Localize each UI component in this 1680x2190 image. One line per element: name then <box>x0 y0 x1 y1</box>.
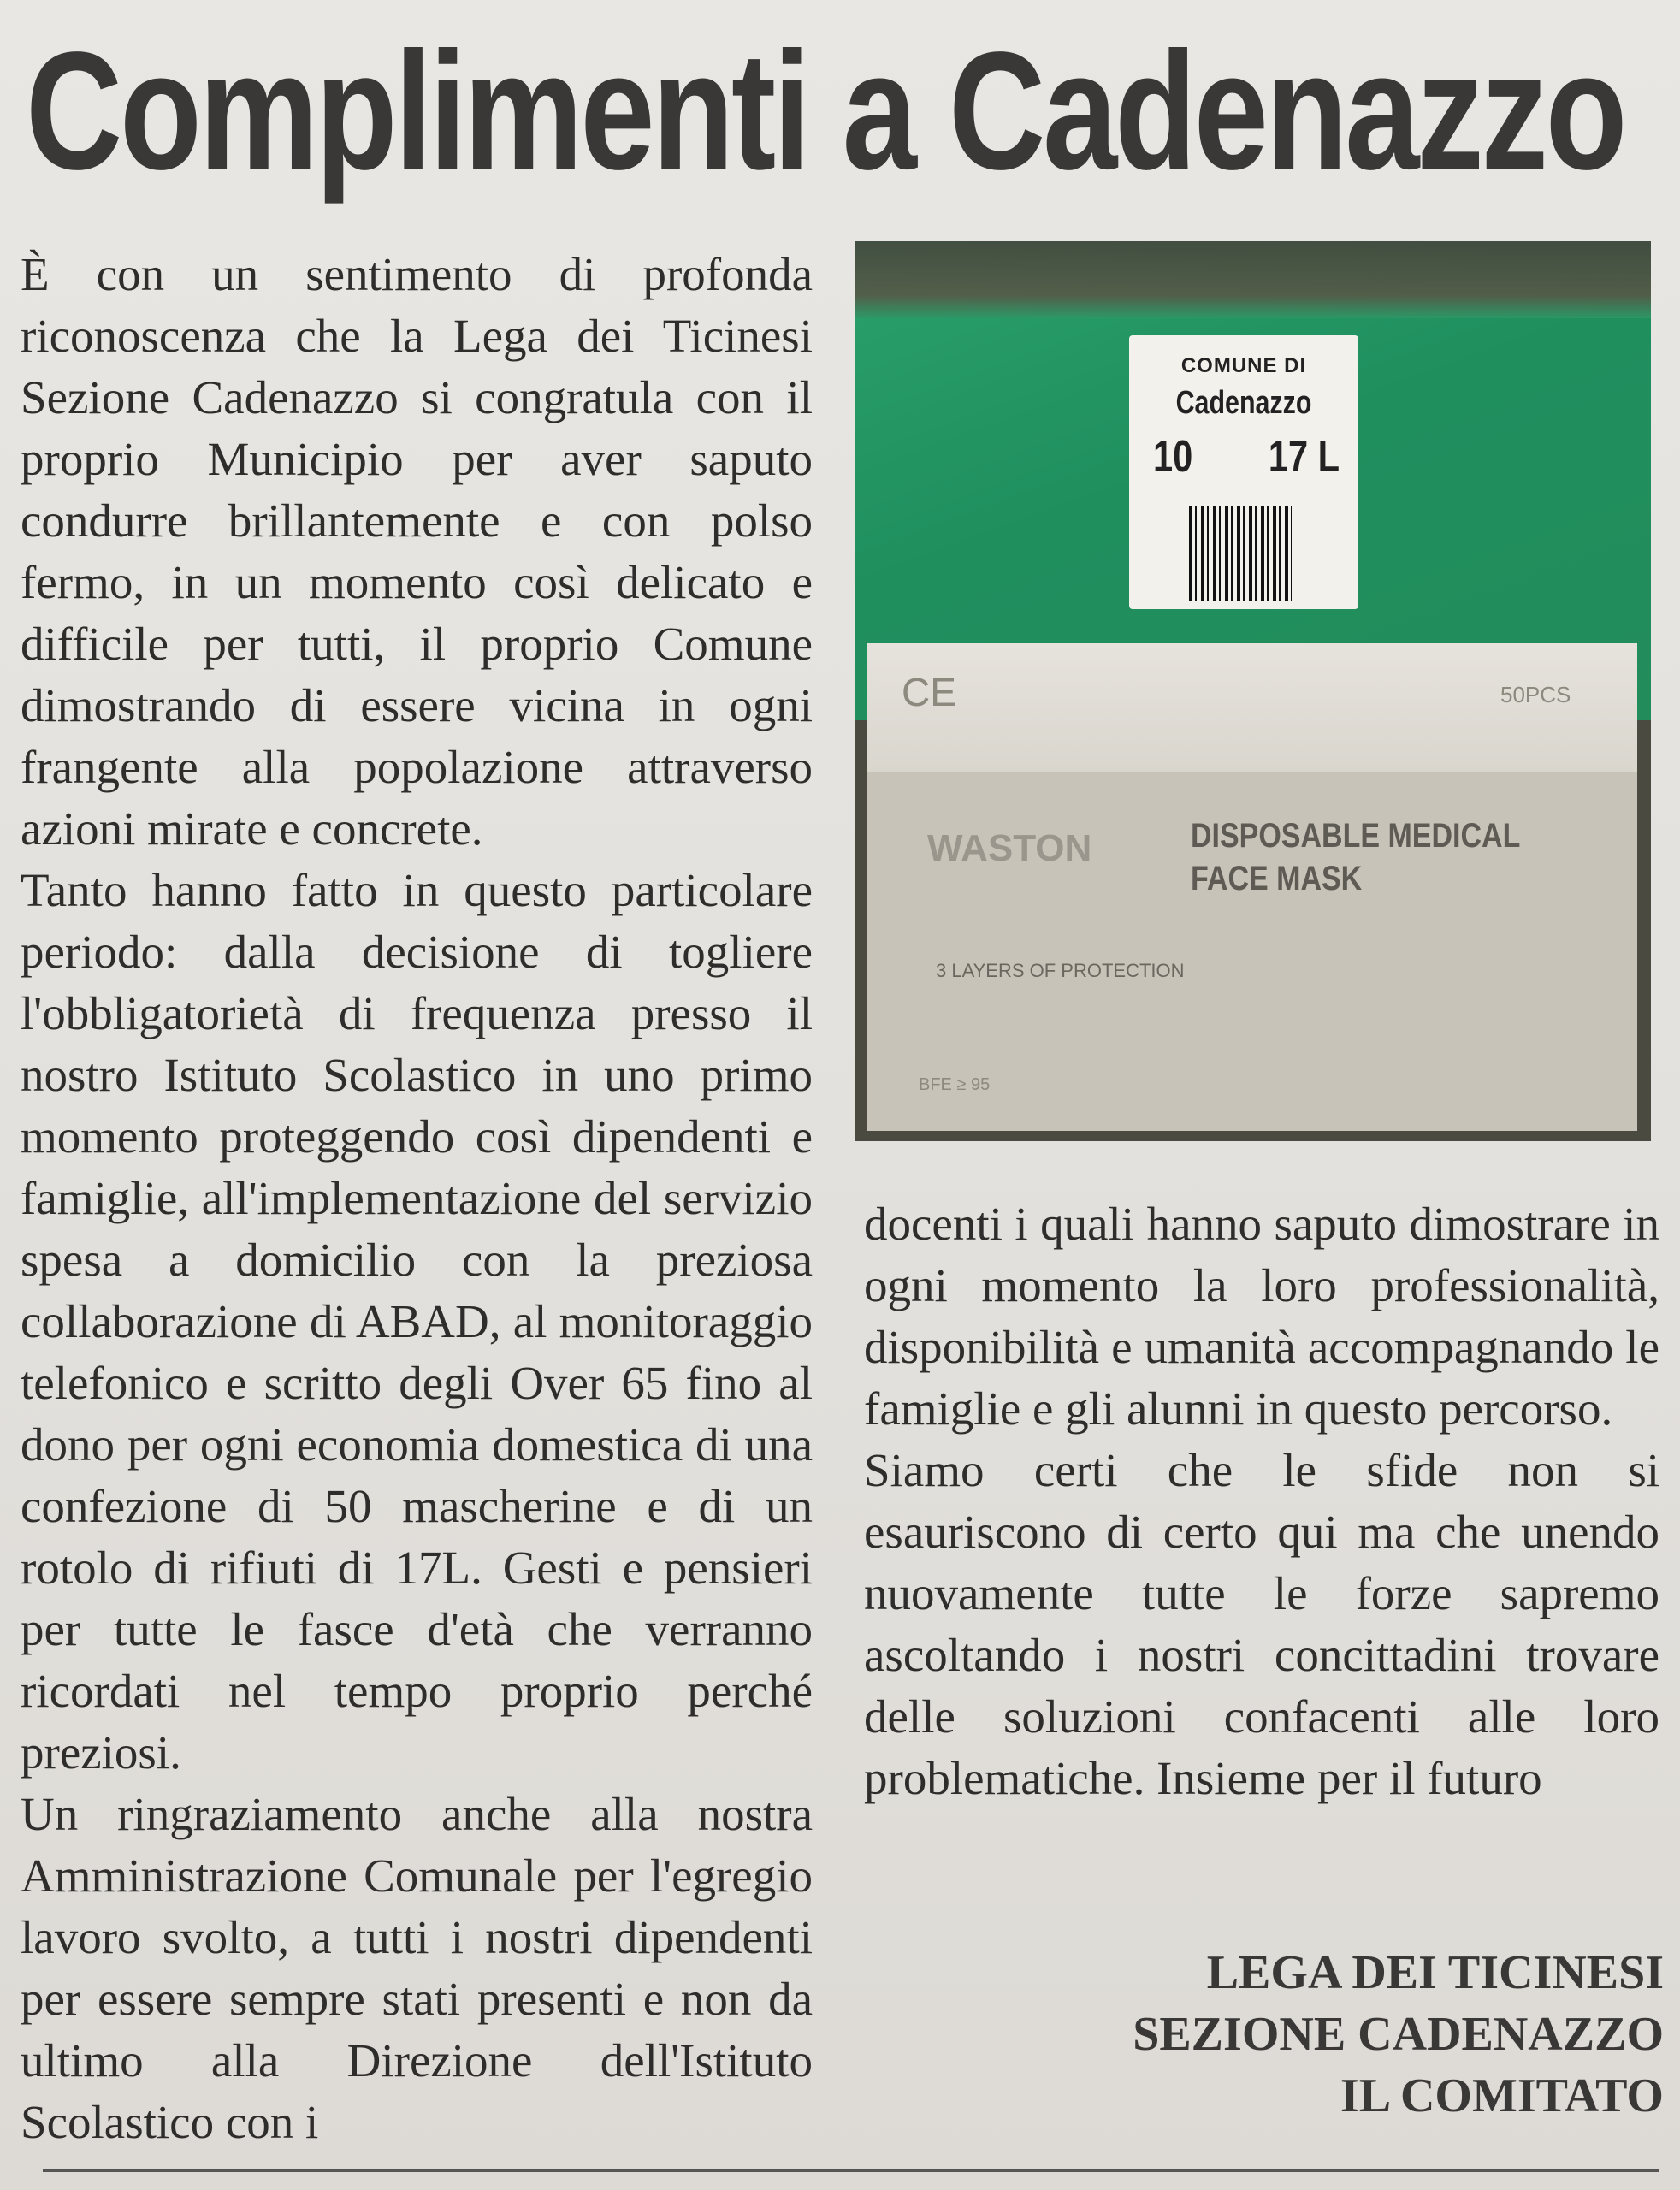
article-column-left <box>21 244 813 2152</box>
box-product-name <box>1191 814 1520 900</box>
article-paragraph: Un ringraziamento anche alla nostra Amministrazione Comunale per l'egregio lavoro svolto, a tutti i nostri dipendenti per essere sempre stati presenti e non da ultimo alla Direzione dell'Istituto Scolastico con i <box>21 1788 813 2148</box>
barcode-icon <box>1189 506 1292 601</box>
ce-mark: CE <box>902 670 956 714</box>
box-product-line1: DISPOSABLE MEDICAL <box>1191 817 1521 855</box>
signature-line: IL COMITATO <box>1340 2069 1664 2122</box>
article-column-right <box>864 1193 1659 1955</box>
box-top <box>867 643 1637 772</box>
box-piece-count: 50PCS <box>1500 682 1571 707</box>
municipal-bag-label <box>1129 335 1358 609</box>
article-paragraph: Tanto hanno fatto in questo particolare periodo: dalla decisione di togliere l'obbligatorietà di frequenza presso il nostro Istituto Scolastico in uno primo momento proteggendo così dipendenti e famiglie, all'implementazione del servizio spesa a domicilio con la preziosa collaborazione di ABAD, al monitoraggio telefonico e scritto degli Over 65 fino al dono per ogni economia domestica di una confezione di 50 mascherine e di un rotolo di rifiuti di 17L. Gesti e pensieri per tutte le fasce d'età che verranno ricordati nel tempo proprio perché preziosi. <box>21 864 813 1779</box>
article-paragraph: È con un sentimento di profonda riconoscenza che la Lega dei Ticinesi Sezione Cadenazzo si congratula con il proprio Municipio per aver saputo condurre brillantemente e con polso fermo, in un momento così delicato e difficile per tutti, il proprio Comune dimostrando di essere vicina in ogni frangente alla popolazione attraverso azioni mirate e concrete. <box>21 248 813 855</box>
box-product-line2: FACE MASK <box>1191 860 1363 897</box>
label-volume: 17 L <box>1268 432 1340 482</box>
label-count: 10 <box>1153 432 1193 482</box>
bag-fold <box>855 241 1651 318</box>
article-paragraph: Siamo certi che le sfide non si esauriscono di certo qui ma che unendo nuovamente tutte le forze sapremo ascoltando i nostri concittadini trovare delle soluzioni confacenti alle loro problematiche. Insieme per il futuro <box>864 1444 1659 1804</box>
headline: Complimenti a Cadenazzo <box>26 17 1625 204</box>
article-paragraph: docenti i quali hanno saputo dimostrare in ogni momento la loro professionalità, disponibilità e umanità accompagnando le famiglie e gli alunni in questo percorso. <box>864 1198 1659 1435</box>
box-brand: WASTON <box>927 827 1092 869</box>
article-photo <box>855 241 1651 1141</box>
box-bfe-text: BFE ≥ 95 <box>919 1075 991 1094</box>
signature-line: LEGA DEI TICINESI <box>1206 1946 1664 1999</box>
label-municipality-name: Cadenazzo <box>1175 385 1312 421</box>
bottom-divider <box>43 2169 1659 2172</box>
article-signature <box>1026 1942 1664 2127</box>
face-mask-box <box>867 643 1637 1131</box>
label-municipality-prefix: COMUNE DI <box>1180 354 1307 377</box>
signature-line: SEZIONE CADENAZZO <box>1133 2008 1664 2061</box>
box-layers-text: 3 LAYERS OF PROTECTION <box>936 960 1185 981</box>
